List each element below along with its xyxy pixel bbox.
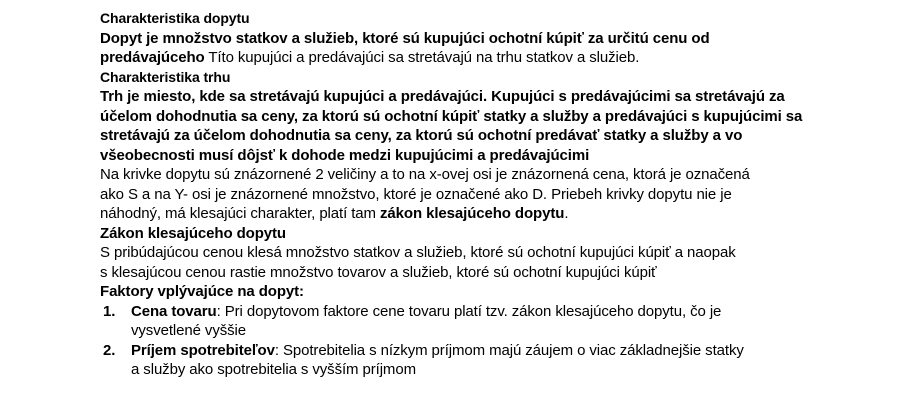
list-item bbox=[100, 302, 915, 341]
list-item-term: Príjem spotrebiteľov bbox=[131, 341, 275, 359]
demand-heading: Charakteristika dopytu bbox=[100, 10, 250, 26]
list-item-line1 bbox=[131, 341, 915, 361]
factors-list bbox=[100, 302, 915, 380]
curve-text-post: . bbox=[564, 205, 569, 222]
curve-text-line1: Na krivke dopytu sú znázornené 2 veličiny a to na x-ovej osi je znázornená cena, ktorá je označená bbox=[100, 166, 750, 183]
market-definition-line2: účelom dohodnutia sa ceny, za ktorú sú ochotní kúpiť statky a služby a predávajúci s kupujúcimi sa bbox=[100, 107, 803, 125]
list-item-line2: vysvetlené vyššie bbox=[131, 322, 247, 339]
list-item-text: : Spotrebitelia s nízkym príjmom majú záujem o viac základnejšie statky bbox=[274, 341, 744, 359]
factors-heading: Faktory vplývajúce na dopyt: bbox=[100, 283, 304, 300]
list-item-term: Cena tovaru bbox=[131, 302, 217, 320]
demand-definition-rest: Títo kupujúci a predávajúci sa stretávajú na trhu statkov a služieb. bbox=[204, 49, 640, 66]
market-definition-line4: všeobecnosti musí dôjsť k dohode medzi kupujúcimi a predávajúcimi bbox=[100, 146, 590, 164]
list-item-line2: a služby ako spotrebitelia s vyšším príjmom bbox=[131, 361, 416, 378]
law-text-line2: s klesajúcou cenou rastie množstvo tovarov a služieb, ktoré sú ochotní kupujúci kúpiť bbox=[100, 263, 657, 281]
document-body bbox=[100, 9, 915, 380]
list-item-number: 1. bbox=[103, 302, 116, 320]
market-definition-line1: Trh je miesto, kde sa stretávajú kupujúci a predávajúci. Kupujúci s predávajúcimi sa stretávajú za bbox=[100, 88, 785, 105]
curve-text-law: zákon klesajúceho dopytu bbox=[380, 205, 565, 222]
list-item-number: 2. bbox=[103, 341, 116, 359]
demand-definition-seller: predávajúceho bbox=[100, 49, 205, 66]
demand-definition-line2 bbox=[100, 48, 915, 68]
market-heading: Charakteristika trhu bbox=[100, 68, 231, 85]
list-item bbox=[100, 341, 915, 380]
demand-definition-line1: Dopyt je množstvo statkov a služieb, ktoré sú kupujúci ochotní kúpiť za určitú cenu od bbox=[100, 29, 710, 47]
market-definition-line3: stretávajú za účelom dohodnutia sa ceny, za ktorú sú ochotní predávať statky a služby a vo bbox=[100, 127, 743, 144]
curve-text-line2: ako S a na Y- osi je znázornené množstvo, ktoré je označené ako D. Priebeh krivky dopytu nie je bbox=[100, 185, 732, 203]
curve-text-pre: náhodný, má klesajúci charakter, platí tam bbox=[100, 205, 381, 222]
list-item-line1 bbox=[131, 302, 915, 322]
list-item-text: : Pri dopytovom faktore cene tovaru platí tzv. zákon klesajúceho dopytu, čo je bbox=[216, 302, 722, 320]
law-text-line1: S pribúdajúcou cenou klesá množstvo statkov a služieb, ktoré sú ochotní kupujúci kúpiť a naopak bbox=[100, 244, 736, 261]
curve-text-line3 bbox=[100, 204, 915, 224]
law-heading: Zákon klesajúceho dopytu bbox=[100, 224, 286, 242]
